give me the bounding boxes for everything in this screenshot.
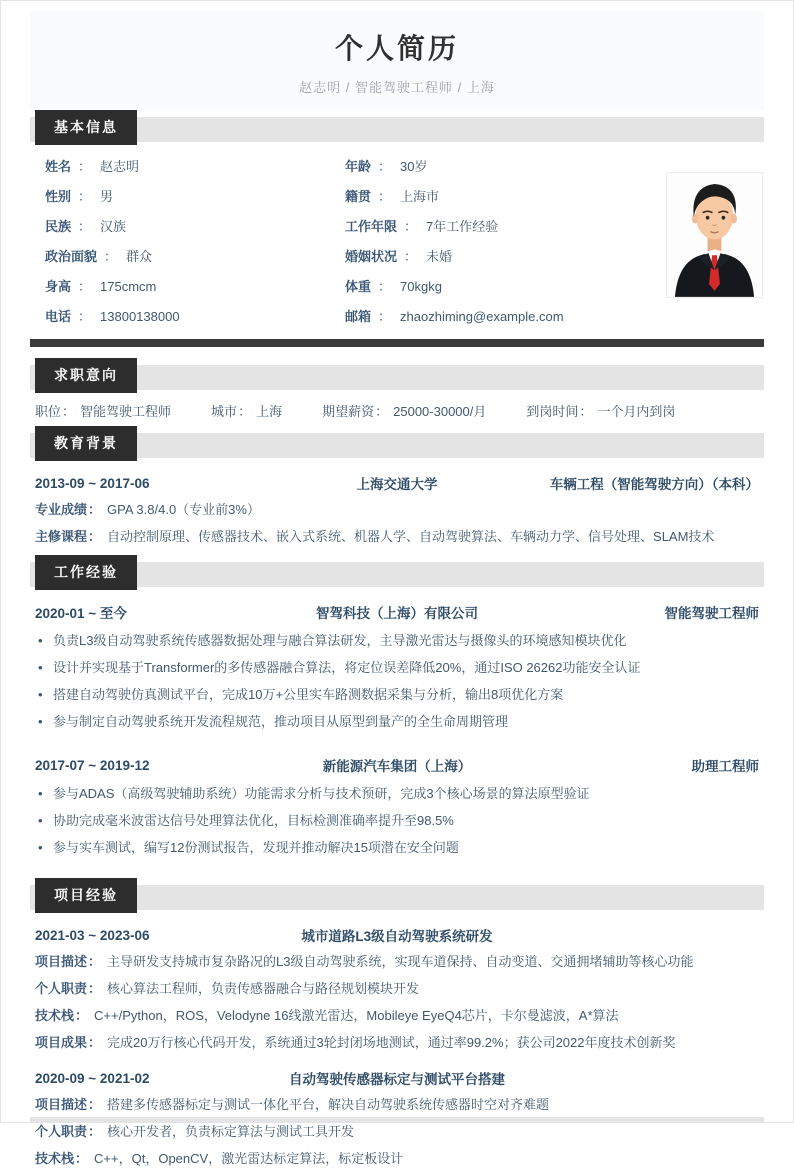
- intent-label: 到岗时间: [526, 403, 579, 419]
- project-head-row: [30, 1065, 764, 1091]
- colon: ：: [104, 249, 118, 264]
- info-label: 年龄: [345, 159, 372, 174]
- info-row-phone: [45, 302, 350, 332]
- intent-value: 25000-30000/月: [393, 403, 487, 419]
- colon: ：: [378, 189, 392, 204]
- detail-value: 搭建多传感器标定与测试一体化平台，解决自动驾驶系统传感器时空对齐难题: [107, 1097, 550, 1112]
- job-entry-1: [30, 599, 764, 735]
- page-subtitle: 赵志明 / 智能驾驶工程师 / 上海: [299, 80, 495, 95]
- job-role: 智能驾驶工程师: [664, 606, 759, 621]
- info-value: 上海市: [400, 189, 440, 204]
- job-entry-2: [30, 752, 764, 861]
- section-badge-projects: 项目经验: [35, 878, 137, 913]
- project-tech-line: [30, 1002, 764, 1029]
- info-label: 邮箱: [345, 309, 372, 324]
- education-degree: 车辆工程（智能驾驶方向）（本科）: [549, 477, 759, 492]
- basic-info-left-column: [45, 152, 350, 332]
- job-bullet: • 协助完成毫米波雷达信号处理算法优化，目标检测准确率提升至98.5%: [30, 807, 764, 834]
- colon: ：: [88, 1124, 102, 1139]
- info-row-hometown: [345, 182, 650, 212]
- info-value: zhaozhiming@example.com: [400, 309, 564, 324]
- job-company: 智驾科技（上海）有限公司: [316, 606, 478, 621]
- project-duty-line: [30, 975, 764, 1002]
- section-bar: [30, 117, 764, 142]
- info-value: 7年工作经验: [426, 219, 499, 234]
- basic-info-section: [30, 146, 764, 334]
- section-bar: [30, 562, 764, 587]
- project-head-row: [30, 922, 764, 948]
- resume-content: [30, 110, 764, 1172]
- basic-info-right-column: [345, 152, 650, 332]
- project-tech-line: [30, 1145, 764, 1172]
- detail-value: 核心开发者，负责标定算法与测试工具开发: [107, 1124, 355, 1139]
- info-row-age: [345, 152, 650, 182]
- intent-value: 上海: [256, 403, 283, 419]
- colon: ：: [78, 309, 92, 324]
- colon: ：: [88, 529, 102, 544]
- section-badge-intent: 求职意向: [35, 358, 137, 393]
- detail-label: 个人职责: [35, 1124, 88, 1139]
- project-period: 2020-09 ~ 2021-02: [35, 1070, 150, 1086]
- intent-city: [211, 401, 282, 420]
- info-label: 籍贯: [345, 189, 372, 204]
- project-name: 自动驾驶传感器标定与测试平台搭建: [289, 1072, 505, 1087]
- job-intent-row: [30, 394, 764, 426]
- section-bar: [30, 365, 764, 390]
- project-duty-line: [30, 1118, 764, 1145]
- detail-label: 技术栈: [35, 1151, 75, 1166]
- info-value: 赵志明: [100, 159, 140, 174]
- detail-value: 主导研发支持城市复杂路况的L3级自动驾驶系统，实现车道保持、自动变道、交通拥堵辅助等核心功能: [107, 954, 694, 969]
- section-badge-education: 教育背景: [35, 426, 137, 461]
- intent-position: [35, 401, 171, 420]
- section-badge-basic: 基本信息: [35, 110, 137, 145]
- info-row-height: [45, 272, 350, 302]
- intent-value: 智能驾驶工程师: [80, 403, 172, 419]
- info-row-political: [45, 242, 350, 272]
- colon: ：: [88, 954, 102, 969]
- intent-salary: [322, 401, 486, 420]
- detail-label: 主修课程: [35, 529, 88, 544]
- job-period: 2017-07 ~ 2019-12: [35, 757, 150, 773]
- job-bullets: [30, 780, 764, 861]
- colon: ：: [378, 309, 392, 324]
- info-label: 姓名: [45, 159, 72, 174]
- section-badge-work: 工作经验: [35, 555, 137, 590]
- colon: ：: [78, 219, 92, 234]
- colon: ：: [579, 403, 593, 419]
- detail-value: 核心算法工程师，负责传感器融合与路径规划模块开发: [107, 981, 420, 996]
- section-divider: [30, 339, 764, 347]
- colon: ：: [62, 403, 76, 419]
- job-period: 2020-01 ~ 至今: [35, 606, 127, 621]
- info-value: 70kgkg: [400, 279, 442, 294]
- colon: ：: [375, 403, 389, 419]
- colon: ：: [88, 502, 102, 517]
- colon: ：: [78, 279, 92, 294]
- detail-label: 项目描述: [35, 1097, 88, 1112]
- education-head-row: [30, 470, 764, 496]
- info-value: 175cmcm: [100, 279, 157, 294]
- info-value: 30岁: [400, 159, 428, 174]
- section-bar: [30, 885, 764, 910]
- info-row-name: [45, 152, 350, 182]
- info-value: 群众: [126, 249, 153, 264]
- detail-label: 项目描述: [35, 954, 88, 969]
- colon: ：: [404, 249, 418, 264]
- intent-label: 职位: [35, 403, 62, 419]
- info-label: 电话: [45, 309, 72, 324]
- info-value: 未婚: [426, 249, 453, 264]
- project-desc-line: [30, 948, 764, 975]
- job-bullet: • 参与实车测试，编写12份测试报告，发现并推动解决15项潜在安全问题: [30, 834, 764, 861]
- job-bullet: • 搭建自动驾驶仿真测试平台，完成10万+公里实车路测数据采集与分析，输出8项优化方案: [30, 681, 764, 708]
- detail-label: 项目成果: [35, 1035, 88, 1050]
- education-courses-line: [30, 523, 764, 550]
- cutoff-section-bar: [30, 1117, 764, 1122]
- project-result-line: [30, 1029, 764, 1056]
- colon: ：: [88, 981, 102, 996]
- detail-value: 完成20万行核心代码开发，系统通过3轮封闭场地测试，通过率99.2%；获公司2022年度技术创新奖: [107, 1035, 676, 1050]
- colon: ：: [88, 1035, 102, 1050]
- section-bar: [30, 433, 764, 458]
- detail-value: C++/Python，ROS，Velodyne 16线激光雷达，Mobileye EyeQ4芯片，卡尔曼滤波，A*算法: [94, 1008, 619, 1023]
- job-role: 助理工程师: [691, 759, 759, 774]
- section-header-work: [30, 555, 764, 591]
- colon: ：: [88, 1097, 102, 1112]
- info-label: 民族: [45, 219, 72, 234]
- project-period: 2021-03 ~ 2023-06: [35, 927, 150, 943]
- job-bullet: • 设计并实现基于Transformer的多传感器融合算法，将定位误差降低20%，通过ISO 26262功能安全认证: [30, 654, 764, 681]
- info-label: 婚姻状况: [345, 249, 398, 264]
- intent-value: 一个月内到岗: [597, 403, 676, 419]
- info-row-ethnicity: [45, 212, 350, 242]
- section-header-projects: [30, 878, 764, 914]
- job-bullet: • 参与ADAS（高级驾驶辅助系统）功能需求分析与技术预研，完成3个核心场景的算法原型验证: [30, 780, 764, 807]
- job-head-row: [30, 599, 764, 625]
- info-row-gender: [45, 182, 350, 212]
- colon: ：: [78, 189, 92, 204]
- info-value: 汉族: [100, 219, 127, 234]
- resume-header: [30, 11, 764, 110]
- basic-info-columns: [30, 152, 764, 332]
- education-school: 上海交通大学: [356, 477, 438, 492]
- job-company: 新能源汽车集团（上海）: [322, 759, 472, 774]
- detail-label: 专业成绩: [35, 502, 88, 517]
- colon: ：: [78, 159, 92, 174]
- info-label: 工作年限: [345, 219, 398, 234]
- info-label: 体重: [345, 279, 372, 294]
- info-row-email: [345, 302, 650, 332]
- education-gpa-line: [30, 496, 764, 523]
- colon: ：: [404, 219, 418, 234]
- job-head-row: [30, 752, 764, 778]
- intent-label: 期望薪资: [322, 403, 375, 419]
- project-entry-1: [30, 922, 764, 1056]
- page-title: 个人简历: [334, 33, 459, 64]
- info-label: 政治面貌: [45, 249, 98, 264]
- colon: ：: [378, 279, 392, 294]
- detail-value: GPA 3.8/4.0（专业前3%）: [107, 502, 260, 517]
- job-bullet: • 负责L3级自动驾驶系统传感器数据处理与融合算法研发，主导激光雷达与摄像头的环境感知模块优化: [30, 627, 764, 654]
- detail-value: C++，Qt，OpenCV，激光雷达标定算法，标定板设计: [94, 1151, 404, 1166]
- section-header-basic: [30, 110, 764, 146]
- avatar-illustration: [667, 173, 762, 297]
- section-header-education: [30, 426, 764, 462]
- info-row-marital: [345, 242, 650, 272]
- detail-value: 自动控制原理、传感器技术、嵌入式系统、机器人学、自动驾驶算法、车辆动力学、信号处理、SLAM技术: [107, 529, 715, 544]
- info-value: 13800138000: [100, 309, 180, 324]
- intent-availability: [526, 401, 675, 420]
- section-header-intent: [30, 358, 764, 394]
- info-value: 男: [100, 189, 114, 204]
- intent-label: 城市: [211, 403, 238, 419]
- project-name: 城市道路L3级自动驾驶系统研发: [301, 929, 493, 944]
- detail-label: 技术栈: [35, 1008, 75, 1023]
- job-bullets: [30, 627, 764, 735]
- colon: ：: [75, 1008, 89, 1023]
- info-label: 性别: [45, 189, 72, 204]
- project-desc-line: [30, 1091, 764, 1118]
- detail-label: 个人职责: [35, 981, 88, 996]
- profile-photo: [666, 172, 763, 298]
- colon: ：: [378, 159, 392, 174]
- info-row-weight: [345, 272, 650, 302]
- info-label: 身高: [45, 279, 72, 294]
- info-row-experience-years: [345, 212, 650, 242]
- colon: ：: [75, 1151, 89, 1166]
- education-period: 2013-09 ~ 2017-06: [35, 475, 150, 491]
- job-bullet: • 参与制定自动驾驶系统开发流程规范，推动项目从原型到量产的全生命周期管理: [30, 708, 764, 735]
- colon: ：: [238, 403, 252, 419]
